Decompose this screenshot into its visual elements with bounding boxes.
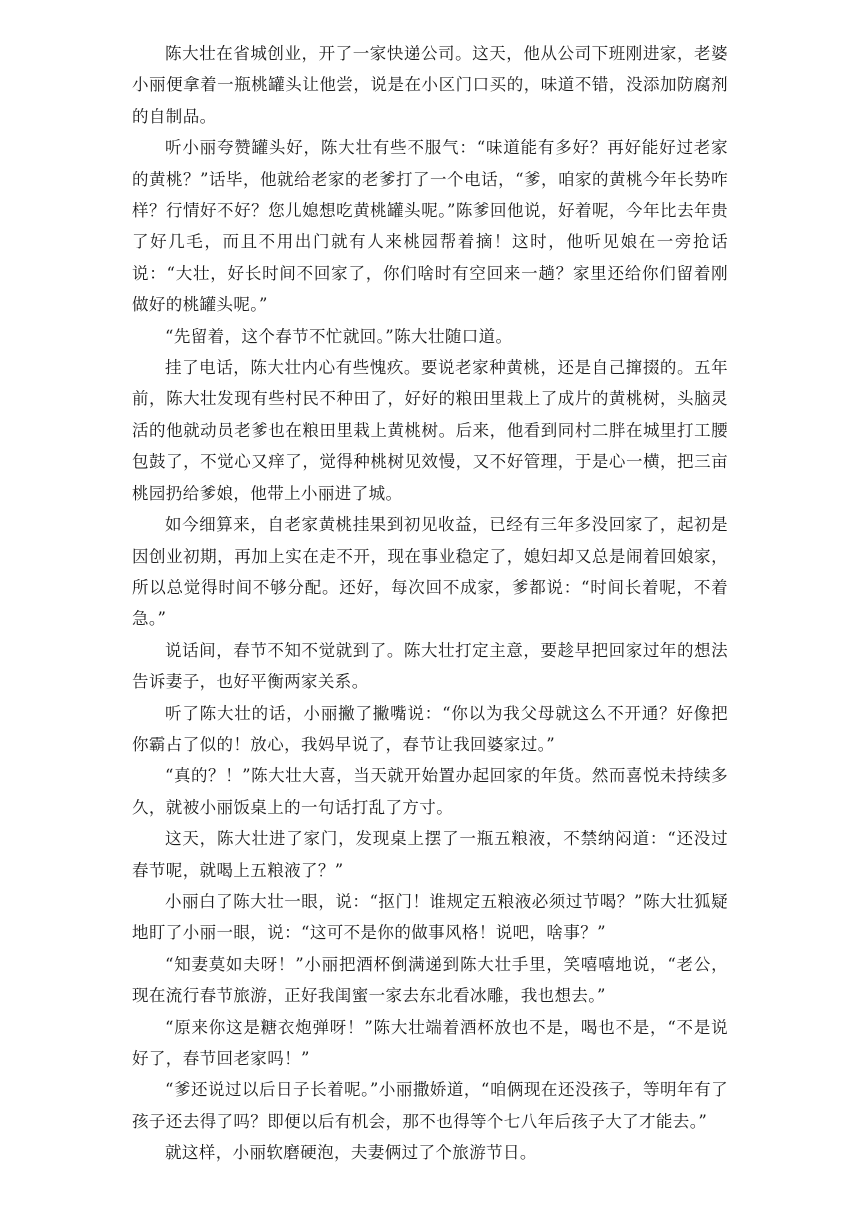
paragraph: 听小丽夸赞罐头好，陈大壮有些不服气：“味道能有多好？再好能好过老家的黄桃？”话毕，他就给老家的老爹打了一个电话，“爹，咱家的黄桃今年长势咋样？行情好不好？您儿媳想吃黄桃罐头呢。”陈爹回他说，好着呢，今年比去年贵了好几毛，而且不用出门就有人来桃园帮着摘！这时，他听见娘在一旁抢话说：“大壮，好长时间不回家了，你们啥时有空回来一趟？家里还给你们留着刚做好的桃罐头呢。” <box>132 138 728 315</box>
paragraph: 挂了电话，陈大壮内心有些愧疚。要说老家种黄桃，还是自己撺掇的。五年前，陈大壮发现有些村民不种田了，好好的粮田里栽上了成片的黄桃树，头脑灵活的他就动员老爹也在粮田里栽上黄桃树。后来，他看到同村二胖在城里打工腰包鼓了，不觉心又痒了，觉得种桃树见效慢，又不好管理，于是心一横，把三亩桃园扔给爹娘，他带上小丽进了城。 <box>132 358 728 503</box>
paragraph: 就这样，小丽软磨硬泡，夫妻俩过了个旅游节日。 <box>165 1143 537 1163</box>
story-body <box>132 38 728 1169</box>
paragraph: “先留着，这个春节不忙就回。”陈大壮随口道。 <box>165 326 513 346</box>
paragraph: 这天，陈大壮进了家门，发现桌上摆了一瓶五粮液，不禁纳闷道：“还没过春节呢，就喝上五粮液了？” <box>132 829 728 880</box>
paragraph: “知妻莫如夫呀！”小丽把酒杯倒满递到陈大壮手里，笑嘻嘻地说，“老公，现在流行春节旅游，正好我闺蜜一家去东北看冰雕，我也想去。” <box>132 954 728 1006</box>
paragraph: “爹还说过以后日子长着呢。”小丽撒娇道，“咱俩现在还没孩子，等明年有了孩子还去得了吗？即便以后有机会，那不也得等个七八年后孩子大了才能去。” <box>132 1080 728 1131</box>
paragraph: 说话间，春节不知不觉就到了。陈大壮打定主意，要趁早把回家过年的想法告诉妻子，也好平衡两家关系。 <box>132 640 728 692</box>
paragraph: 如今细算来，自老家黄桃挂果到初见收益，已经有三年多没回家了，起初是因创业初期，再加上实在走不开，现在事业稳定了，媳妇却又总是闹着回娘家，所以总觉得时间不够分配。还好，每次回不成家，爹都说：“时间长着呢，不着急。” <box>132 515 728 629</box>
paragraph: 小丽白了陈大壮一眼，说：“抠门！谁规定五粮液必须过节喝？”陈大壮狐疑地盯了小丽一眼，说：“这可不是你的做事风格！说吧，啥事？” <box>132 891 728 943</box>
paragraph: “真的？！”陈大壮大喜，当天就开始置办起回家的年货。然而喜悦未持续多久，就被小丽饭桌上的一句话打乱了方寸。 <box>132 766 728 817</box>
paragraph: “原来你这是糖衣炮弹呀！”陈大壮端着酒杯放也不是，喝也不是，“不是说好了，春节回老家吗！” <box>132 1017 728 1068</box>
paragraph: 听了陈大壮的话，小丽撇了撇嘴说：“你以为我父母就这么不开通？好像把你霸占了似的！放心，我妈早说了，春节让我回婆家过。” <box>132 703 728 754</box>
paragraph: 陈大壮在省城创业，开了一家快递公司。这天，他从公司下班刚进家，老婆小丽便拿着一瓶桃罐头让他尝，说是在小区门口买的，味道不错，没添加防腐剂的自制品。 <box>132 44 728 126</box>
